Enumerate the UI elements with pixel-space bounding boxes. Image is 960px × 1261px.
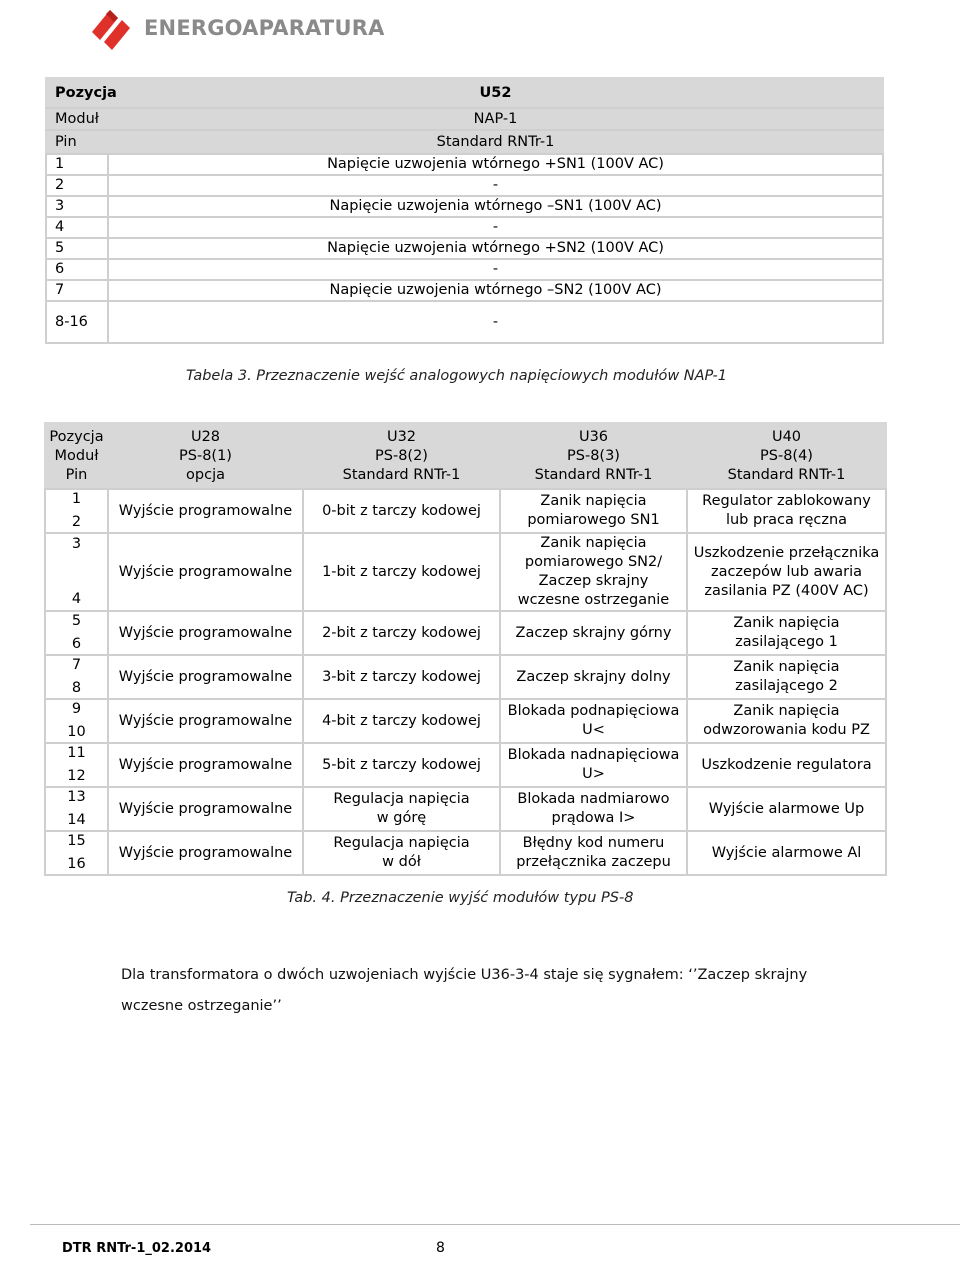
cell-line: prądowa I> [551, 810, 636, 826]
table3-caption: Tabela 3. Przeznaczenie wejść analogowych napięciowych modułów NAP-1 [186, 368, 727, 384]
cell-c2 [303, 787, 500, 831]
pin-cell: 2 [46, 175, 108, 196]
pin-cell [45, 489, 108, 533]
pin-cell: 3 [46, 196, 108, 217]
desc-cell: - [108, 259, 883, 280]
ps8-outputs-table [44, 422, 887, 876]
header-value: U52 [108, 78, 883, 108]
cell-line: Regulacja napięcia [333, 835, 470, 851]
header-u36 [500, 423, 687, 489]
company-logo [88, 6, 385, 50]
header-line: PS-8(2) [375, 447, 428, 464]
header-line: Standard RNTr-1 [342, 466, 461, 483]
pin-cell [45, 655, 108, 699]
header-u32 [303, 423, 500, 489]
pin-number: 10 [67, 724, 86, 740]
cell-line: 2-bit z tarczy kodowej [322, 624, 481, 641]
cell-line: Błędny kod numeru [522, 835, 665, 851]
cell-line: 5-bit z tarczy kodowej [322, 756, 481, 773]
pin-number: 11 [67, 745, 86, 761]
cell-line: pomiarowego SN1 [527, 512, 660, 528]
pin-cell [45, 533, 108, 611]
header-u40 [687, 423, 886, 489]
cell-line: lub praca ręczna [725, 512, 848, 528]
cell-c4 [687, 787, 886, 831]
cell-line: zasilającego 1 [735, 634, 838, 650]
cell-line: zaczepów lub awaria [710, 563, 863, 580]
header-value: NAP-1 [108, 108, 883, 130]
pin-cell [45, 699, 108, 743]
cell-c3 [500, 533, 687, 611]
cell-line: Wyjście programowalne [118, 563, 293, 580]
desc-cell: Napięcie uzwojenia wtórnego –SN1 (100V AC) [108, 196, 883, 217]
pin-number: 4 [71, 591, 82, 607]
cell-line: odwzorowania kodu PZ [703, 722, 870, 738]
cell-c4 [687, 489, 886, 533]
cell-line: Wyjście programowalne [118, 502, 293, 519]
header-line: Standard RNTr-1 [727, 466, 846, 483]
cell-line: Regulacja napięcia [333, 791, 470, 807]
pin-number: 13 [67, 789, 86, 805]
cell-c4 [687, 699, 886, 743]
pin-number: 3 [71, 536, 82, 552]
pin-number: 12 [67, 768, 86, 784]
cell-c3 [500, 611, 687, 655]
cell-c4 [687, 831, 886, 875]
cell-line: Wyjście programowalne [118, 712, 293, 729]
cell-line: Zanik napięcia [733, 659, 840, 675]
header-line: U40 [771, 428, 802, 445]
table-row [45, 655, 886, 699]
cell-line: Zanik napięcia [733, 615, 840, 631]
cell-line: Regulator zablokowany [702, 493, 871, 509]
header-label: Moduł [46, 108, 108, 130]
desc-cell: - [108, 217, 883, 238]
cell-line: 0-bit z tarczy kodowej [322, 502, 481, 519]
footer-doc-id: DTR RNTr-1_02.2014 [62, 1241, 212, 1256]
cell-line: Zaczep skrajny górny [515, 624, 672, 641]
header-value: Standard RNTr-1 [108, 130, 883, 154]
table-row [45, 743, 886, 787]
pin-cell: 5 [46, 238, 108, 259]
cell-line: pomiarowego SN2/ [524, 554, 663, 570]
pin-cell [45, 611, 108, 655]
cell-line: U< [582, 722, 605, 738]
desc-cell: Napięcie uzwojenia wtórnego +SN2 (100V AC) [108, 238, 883, 259]
pin-cell: 7 [46, 280, 108, 301]
cell-line: Wyjście programowalne [118, 800, 293, 817]
cell-c1 [108, 611, 303, 655]
header-line: Pozycja [49, 428, 104, 445]
header-pin-column [45, 423, 108, 489]
table4-caption: Tab. 4. Przeznaczenie wyjść modułów typu PS-8 [287, 890, 634, 906]
pin-cell: 1 [46, 154, 108, 175]
header-line: PS-8(1) [179, 447, 232, 464]
pin-cell: 6 [46, 259, 108, 280]
cell-c3 [500, 743, 687, 787]
cell-line: Blokada podnapięciowa [507, 703, 680, 719]
cell-c2 [303, 655, 500, 699]
cell-line: 4-bit z tarczy kodowej [322, 712, 481, 729]
desc-cell: - [108, 301, 883, 343]
cell-line: zasilającego 2 [735, 678, 838, 694]
pin-cell [45, 743, 108, 787]
header-line: Pin [65, 466, 88, 483]
cell-c2 [303, 831, 500, 875]
header-line: Moduł [54, 447, 99, 464]
cell-c1 [108, 787, 303, 831]
table-row [45, 611, 886, 655]
logo-text: ENERGOAPARATURA [144, 16, 385, 40]
footer-divider [30, 1224, 960, 1225]
desc-cell: Napięcie uzwojenia wtórnego +SN1 (100V AC) [108, 154, 883, 175]
pin-number: 8 [71, 680, 82, 696]
header-label: Pin [46, 130, 108, 154]
cell-c2 [303, 489, 500, 533]
cell-c3 [500, 699, 687, 743]
header-line: U32 [386, 428, 417, 445]
cell-line: U> [582, 766, 605, 782]
cell-line: Wyjście programowalne [118, 756, 293, 773]
cell-c2 [303, 699, 500, 743]
pin-number: 6 [71, 636, 82, 652]
cell-c1 [108, 743, 303, 787]
cell-c1 [108, 831, 303, 875]
cell-line: Zanik napięcia [540, 493, 647, 509]
pin-number: 5 [71, 613, 82, 629]
cell-c2 [303, 743, 500, 787]
cell-line: Blokada nadnapięciowa [507, 747, 680, 763]
header-line: PS-8(3) [567, 447, 620, 464]
cell-line: w dół [382, 854, 421, 870]
cell-c1 [108, 699, 303, 743]
cell-c4 [687, 611, 886, 655]
header-line: PS-8(4) [760, 447, 813, 464]
cell-line: w górę [376, 810, 427, 826]
cell-line: przełącznika zaczepu [516, 854, 671, 870]
pin-cell [45, 787, 108, 831]
header-line: U36 [578, 428, 609, 445]
cell-line: Zanik napięcia [733, 703, 840, 719]
header-line: opcja [186, 466, 225, 483]
table-row [45, 489, 886, 533]
cell-line: Zanik napięcia [540, 535, 647, 551]
cell-c1 [108, 655, 303, 699]
cell-c1 [108, 533, 303, 611]
cell-line: Zaczep skrajny dolny [516, 668, 671, 685]
cell-c2 [303, 611, 500, 655]
header-u28 [108, 423, 303, 489]
cell-line: Zaczep skrajny [538, 573, 649, 589]
cell-line: Wyjście alarmowe Al [711, 844, 862, 861]
pin-cell: 8-16 [46, 301, 108, 343]
cell-line: Wyjście programowalne [118, 844, 293, 861]
pin-number: 7 [71, 657, 82, 673]
pin-number: 9 [71, 701, 82, 717]
cell-line: wczesne ostrzeganie [517, 592, 670, 608]
pin-number: 15 [67, 833, 86, 849]
header-label: Pozycja [46, 78, 108, 108]
pin-cell: 4 [46, 217, 108, 238]
cell-line: 3-bit z tarczy kodowej [322, 668, 481, 685]
cell-line: Uszkodzenie regulatora [701, 756, 872, 773]
cell-line: Uszkodzenie przełącznika [693, 544, 880, 561]
cell-c2 [303, 533, 500, 611]
pin-number: 2 [71, 514, 82, 530]
cell-line: Blokada nadmiarowo [517, 791, 670, 807]
cell-c3 [500, 655, 687, 699]
pin-number: 16 [67, 856, 86, 872]
cell-line: zasilania PZ (400V AC) [704, 582, 869, 599]
header-line: U28 [190, 428, 221, 445]
cell-c4 [687, 743, 886, 787]
table-row [45, 831, 886, 875]
cell-line: Wyjście programowalne [118, 668, 293, 685]
desc-cell: Napięcie uzwojenia wtórnego –SN2 (100V AC) [108, 280, 883, 301]
cell-line: Wyjście programowalne [118, 624, 293, 641]
note-paragraph: Dla transformatora o dwóch uzwojeniach wyjście U36-3-4 staje się sygnałem: ‘’Zaczep skrajny wczesne ostrzeganie’’ [121, 967, 808, 1014]
cell-c1 [108, 489, 303, 533]
pin-number: 1 [71, 491, 82, 507]
pin-cell [45, 831, 108, 875]
cell-c4 [687, 533, 886, 611]
cell-c3 [500, 831, 687, 875]
table-row [45, 533, 886, 611]
cell-c4 [687, 655, 886, 699]
desc-cell: - [108, 175, 883, 196]
page-number: 8 [436, 1240, 445, 1256]
cell-line: 1-bit z tarczy kodowej [322, 563, 481, 580]
table-row [45, 699, 886, 743]
cell-c3 [500, 489, 687, 533]
cell-c3 [500, 787, 687, 831]
table-body [45, 489, 886, 875]
header-line: Standard RNTr-1 [534, 466, 653, 483]
energoaparatura-logo-icon [88, 6, 138, 50]
table-row [45, 787, 886, 831]
nap1-inputs-table [45, 77, 884, 344]
cell-line: Wyjście alarmowe Up [708, 800, 865, 817]
pin-number: 14 [67, 812, 86, 828]
